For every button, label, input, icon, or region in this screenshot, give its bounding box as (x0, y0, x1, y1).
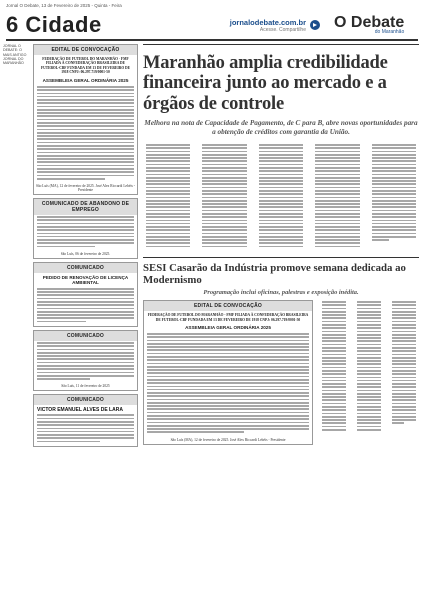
article-columns (143, 143, 419, 251)
box-header: COMUNICADO (34, 263, 137, 273)
box-signature: São Luís (MA), 12 de fevereiro de 2025. José Alex Riccardi Lebéis - Presidente (170, 437, 286, 442)
body-text-lines (34, 85, 137, 183)
article-column (312, 143, 362, 251)
edition-line: Jornal O Debate, 13 de Fevereiro de 2025 - Quinta - Feira (6, 3, 122, 8)
box-date: São Luís, 11 de fevereiro de 2025 (61, 384, 110, 389)
site-url: jornalodebate.com.br (229, 17, 306, 27)
site-link[interactable] (196, 18, 306, 33)
body-text-lines (34, 215, 137, 251)
box-subheader: FEDERAÇÃO DE FUTEBOL DO MARANHÃO - FMF FILIADA À CONFEDERAÇÃO BRASILEIRA DE FUTEBOL-CBF FUNDADA EM 13 DE FEVEREIRO DE 1918 CNPJ: 06.297.719/0001-50 (40, 57, 131, 75)
box-name: VICTOR EMANUEL ALVES DE LARA (37, 407, 123, 414)
article-column (199, 143, 249, 251)
comunicado-box (33, 330, 138, 391)
edital-box (33, 44, 138, 195)
body-text-lines (34, 413, 137, 446)
box-subheader: FEDERAÇÃO DE FUTEBOL DO MARANHÃO - FMF FILIADA À CONFEDERAÇÃO BRASILEIRA DE FUTEBOL-CBF FUNDADA EM 13 DE FEVEREIRO DE 1918 CNPJ: 06.297.719/0001-50 (147, 313, 309, 322)
edital-box (143, 300, 313, 445)
box-date: São Luís, 06 de fevereiro de 2025. (60, 251, 111, 256)
left-column (33, 44, 138, 596)
margin-note: JORNAL O DEBATE: O MAIS ANTIGO JORNAL DO MARANHÃO (3, 44, 27, 66)
article-headline: Maranhão amplia credibilidade financeira junto ao mercado e a órgãos de controle (143, 44, 419, 114)
article-column (354, 300, 384, 445)
article-column (389, 300, 419, 445)
article-subheadline: Programação inclui oficinas, palestras e exposição inédita. (203, 289, 359, 297)
box-header: COMUNICADO (34, 395, 137, 405)
arrow-right-icon (310, 20, 320, 30)
box-header: COMUNICADO (34, 331, 137, 341)
article-column (256, 143, 306, 251)
article-column (143, 143, 193, 251)
box-title: ASSEMBLEIA GERAL ORDINÁRIA 2025 (185, 325, 271, 330)
site-tagline: Acesse. Compartilhe (259, 26, 306, 33)
body-text-lines (144, 332, 312, 437)
box-title: ASSEMBLEIA GERAL ORDINÁRIA 2025 (42, 77, 129, 83)
logo-sub: do Maranhão (374, 28, 405, 35)
article-subheadline: Melhora na nota de Capacidade de Pagamento, de C para B, abre novas oportunidades para a obtenção de créditos com garantia da União. (144, 119, 418, 137)
box-title: PEDIDO DE RENOVAÇÃO DE LICENÇA AMBIENTAL (42, 274, 129, 285)
lower-section (143, 300, 419, 445)
article-headline: SESI Casarão da Indústria promove semana dedicada ao Modernismo (143, 257, 419, 286)
article-columns (319, 300, 419, 445)
box-header: COMUNICADO DE ABANDONO DE EMPREGO (34, 199, 137, 215)
box-signature: São Luís (MA), 12 de fevereiro de 2025. José Alex Riccardi Lebéis - Presidente (36, 184, 135, 193)
comunicado-box (33, 262, 138, 327)
box-header: EDITAL DE CONVOCAÇÃO (34, 45, 137, 55)
body-text-lines (34, 287, 137, 326)
article-column (369, 143, 419, 251)
body-text-lines (34, 341, 137, 383)
page-header (6, 11, 418, 41)
article-column (319, 300, 349, 445)
logo-main: O Debate (334, 13, 405, 31)
comunicado-box (33, 198, 138, 259)
comunicado-box (33, 394, 138, 447)
main-area (143, 44, 419, 445)
newspaper-logo (334, 13, 405, 35)
box-header: EDITAL DE CONVOCAÇÃO (144, 301, 312, 311)
section-title: 6 Cidade (6, 12, 102, 37)
